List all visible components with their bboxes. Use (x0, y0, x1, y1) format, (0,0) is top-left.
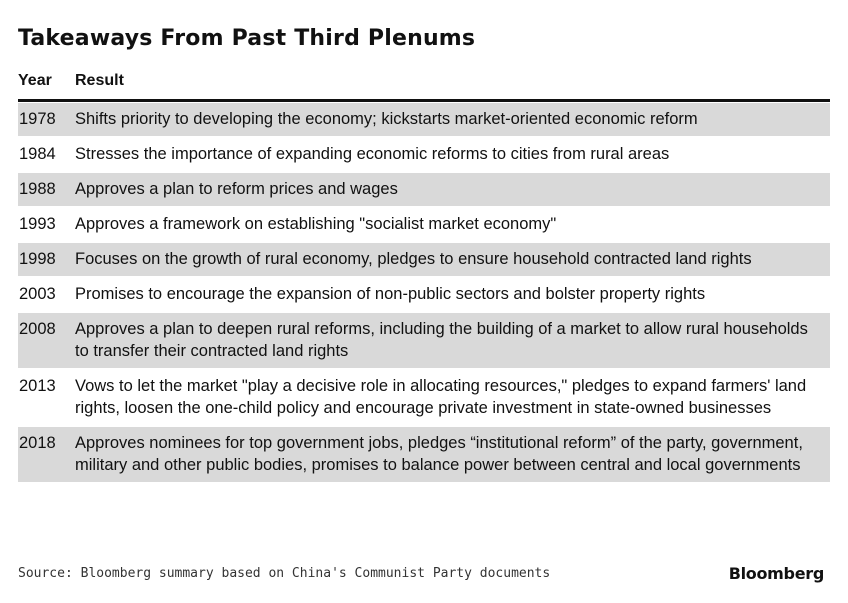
table-row (18, 173, 830, 208)
row-year: 1984 (19, 145, 56, 163)
table-row (18, 103, 830, 138)
source-note: Source: Bloomberg summary based on China's Communist Party documents (18, 566, 551, 581)
table-row (18, 208, 830, 243)
table-row (18, 278, 830, 313)
row-result: Approves a plan to reform prices and wages (75, 180, 398, 198)
row-year: 1988 (19, 180, 56, 198)
table-header (18, 70, 830, 98)
header-divider (18, 99, 830, 102)
bloomberg-logo: Bloomberg (728, 564, 824, 583)
row-year: 1993 (19, 215, 56, 233)
column-header-result: Result (75, 72, 124, 89)
row-result: Focuses on the growth of rural economy, pledges to ensure household contracted land rights (75, 250, 752, 268)
row-year: 2018 (19, 434, 56, 452)
row-result: Promises to encourage the expansion of non-public sectors and bolster property rights (75, 285, 706, 303)
row-year: 1978 (19, 110, 56, 128)
table-row (18, 243, 830, 278)
row-result: Stresses the importance of expanding economic reforms to cities from rural areas (75, 145, 670, 163)
row-year: 1998 (19, 250, 56, 268)
column-header-year: Year (18, 72, 52, 89)
row-result: Shifts priority to developing the economy; kickstarts market-oriented economic reform (75, 110, 698, 128)
row-year: 2013 (19, 377, 56, 395)
table-row (18, 427, 830, 484)
row-result: Approves a plan to deepen rural reforms, including the building of a market to allow rural households to transfer their contracted land rights (75, 320, 808, 360)
table-row (18, 370, 830, 427)
row-year: 2003 (19, 285, 56, 303)
row-year: 2008 (19, 320, 56, 338)
table-row (18, 138, 830, 173)
table-row (18, 313, 830, 370)
row-result: Approves a framework on establishing "socialist market economy" (75, 215, 557, 233)
table-body (18, 103, 830, 484)
row-result: Approves nominees for top government jobs, pledges “institutional reform” of the party, government, military and other public bodies, promises to balance power between central and local governments (75, 434, 803, 474)
row-result: Vows to let the market "play a decisive role in allocating resources," pledges to expand farmers' land rights, loosen the one-child policy and encourage private investment in state-owned businesses (75, 377, 807, 417)
table-title: Takeaways From Past Third Plenums (18, 26, 476, 51)
